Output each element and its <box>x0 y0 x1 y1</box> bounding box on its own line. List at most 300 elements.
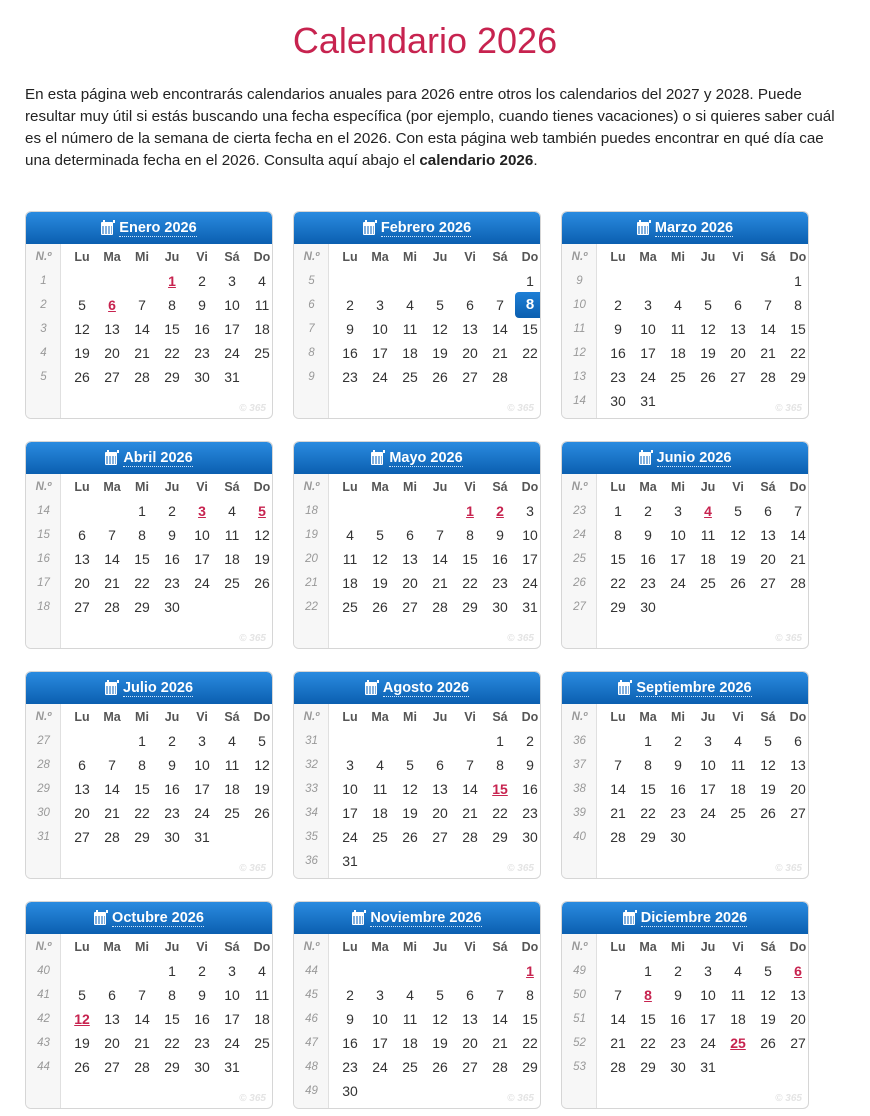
day-cell[interactable]: 18 <box>730 781 746 797</box>
day-cell[interactable]: 13 <box>760 527 776 543</box>
day-cell[interactable]: 6 <box>734 297 742 313</box>
day-cell[interactable]: 15 <box>522 321 538 337</box>
day-cell[interactable]: 26 <box>74 369 90 385</box>
day-cell[interactable]: 10 <box>194 527 210 543</box>
day-cell[interactable]: 19 <box>254 781 270 797</box>
day-cell[interactable]: 17 <box>224 1011 240 1027</box>
day-cell[interactable]: 7 <box>436 527 444 543</box>
day-cell[interactable]: 19 <box>74 345 90 361</box>
day-cell[interactable]: 18 <box>254 321 270 337</box>
day-cell[interactable]: 23 <box>164 805 180 821</box>
day-cell[interactable]: 12 <box>254 527 270 543</box>
month-header[interactable] <box>294 902 540 934</box>
day-cell[interactable]: 31 <box>640 393 656 409</box>
day-cell[interactable]: 7 <box>108 527 116 543</box>
day-cell[interactable]: 22 <box>522 1035 538 1051</box>
day-cell[interactable]: 21 <box>492 1035 508 1051</box>
day-cell[interactable]: 24 <box>342 829 358 845</box>
day-cell[interactable]: 2 <box>198 273 206 289</box>
day-cell[interactable]: 27 <box>790 1035 806 1051</box>
month-header[interactable] <box>26 672 272 704</box>
day-cell[interactable]: 9 <box>198 297 206 313</box>
holiday-day-cell[interactable]: 6 <box>108 297 116 313</box>
day-cell[interactable]: 6 <box>466 297 474 313</box>
month-header[interactable] <box>562 902 808 934</box>
day-cell[interactable]: 25 <box>254 1035 270 1051</box>
day-cell[interactable]: 18 <box>224 551 240 567</box>
day-cell[interactable]: 15 <box>522 1011 538 1027</box>
day-cell[interactable]: 8 <box>168 297 176 313</box>
month-header[interactable] <box>294 672 540 704</box>
day-cell[interactable]: 16 <box>492 551 508 567</box>
day-cell[interactable]: 24 <box>224 345 240 361</box>
day-cell[interactable]: 4 <box>258 273 266 289</box>
day-cell[interactable]: 6 <box>406 527 414 543</box>
day-cell[interactable]: 8 <box>138 757 146 773</box>
day-cell[interactable]: 17 <box>640 345 656 361</box>
day-cell[interactable]: 1 <box>138 503 146 519</box>
day-cell[interactable]: 9 <box>198 987 206 1003</box>
day-cell[interactable]: 9 <box>526 757 534 773</box>
day-cell[interactable]: 12 <box>402 781 418 797</box>
day-cell[interactable]: 4 <box>228 733 236 749</box>
day-cell[interactable]: 24 <box>372 1059 388 1075</box>
day-cell[interactable]: 23 <box>670 805 686 821</box>
day-cell[interactable]: 10 <box>640 321 656 337</box>
day-cell[interactable]: 24 <box>224 1035 240 1051</box>
day-cell[interactable]: 10 <box>700 987 716 1003</box>
day-cell[interactable]: 5 <box>376 527 384 543</box>
day-cell[interactable]: 28 <box>134 1059 150 1075</box>
day-cell[interactable]: 9 <box>644 527 652 543</box>
day-cell[interactable]: 27 <box>760 575 776 591</box>
day-cell[interactable]: 3 <box>704 963 712 979</box>
day-cell[interactable]: 28 <box>492 1059 508 1075</box>
day-cell[interactable]: 7 <box>138 987 146 1003</box>
day-cell[interactable]: 5 <box>704 297 712 313</box>
day-cell[interactable]: 31 <box>522 599 538 615</box>
day-cell[interactable]: 22 <box>522 345 538 361</box>
day-cell[interactable]: 10 <box>700 757 716 773</box>
day-cell[interactable]: 12 <box>760 987 776 1003</box>
holiday-day-cell[interactable]: 8 <box>644 987 652 1003</box>
day-cell[interactable]: 29 <box>164 369 180 385</box>
day-cell[interactable]: 25 <box>670 369 686 385</box>
day-cell[interactable]: 28 <box>610 1059 626 1075</box>
day-cell[interactable]: 3 <box>346 757 354 773</box>
day-cell[interactable]: 28 <box>790 575 806 591</box>
day-cell[interactable]: 12 <box>700 321 716 337</box>
day-cell[interactable]: 7 <box>138 297 146 313</box>
day-cell[interactable]: 23 <box>194 345 210 361</box>
day-cell[interactable]: 9 <box>674 757 682 773</box>
day-cell[interactable]: 27 <box>730 369 746 385</box>
day-cell[interactable]: 6 <box>78 527 86 543</box>
day-cell[interactable]: 2 <box>198 963 206 979</box>
day-cell[interactable]: 11 <box>402 321 418 337</box>
holiday-day-cell[interactable]: 6 <box>794 963 802 979</box>
day-cell[interactable]: 15 <box>462 551 478 567</box>
day-cell[interactable]: 30 <box>670 1059 686 1075</box>
day-cell[interactable]: 15 <box>790 321 806 337</box>
day-cell[interactable]: 15 <box>640 781 656 797</box>
day-cell[interactable]: 9 <box>168 757 176 773</box>
day-cell[interactable]: 10 <box>372 321 388 337</box>
day-cell[interactable]: 16 <box>670 781 686 797</box>
day-cell[interactable]: 21 <box>760 345 776 361</box>
day-cell[interactable]: 16 <box>194 1011 210 1027</box>
day-cell[interactable]: 1 <box>526 273 534 289</box>
day-cell[interactable]: 8 <box>614 527 622 543</box>
day-cell[interactable]: 23 <box>522 805 538 821</box>
day-cell[interactable]: 11 <box>224 527 240 543</box>
day-cell[interactable]: 3 <box>376 987 384 1003</box>
day-cell[interactable]: 23 <box>670 1035 686 1051</box>
day-cell[interactable]: 24 <box>670 575 686 591</box>
day-cell[interactable]: 25 <box>224 805 240 821</box>
month-header[interactable] <box>562 212 808 244</box>
day-cell[interactable]: 16 <box>610 345 626 361</box>
day-cell[interactable]: 11 <box>700 527 716 543</box>
day-cell[interactable]: 2 <box>674 733 682 749</box>
day-cell[interactable]: 18 <box>254 1011 270 1027</box>
day-cell[interactable]: 19 <box>254 551 270 567</box>
day-cell[interactable]: 5 <box>258 733 266 749</box>
month-header[interactable] <box>26 442 272 474</box>
day-cell[interactable]: 4 <box>406 297 414 313</box>
day-cell[interactable]: 14 <box>134 321 150 337</box>
day-cell[interactable]: 8 <box>138 527 146 543</box>
day-cell[interactable]: 9 <box>674 987 682 1003</box>
day-cell[interactable]: 17 <box>224 321 240 337</box>
day-cell[interactable]: 29 <box>462 599 478 615</box>
day-cell[interactable]: 5 <box>78 987 86 1003</box>
day-cell[interactable]: 12 <box>760 757 776 773</box>
day-cell[interactable]: 16 <box>194 321 210 337</box>
day-cell[interactable]: 19 <box>760 781 776 797</box>
day-cell[interactable]: 2 <box>674 963 682 979</box>
day-cell[interactable]: 7 <box>466 757 474 773</box>
day-cell[interactable]: 19 <box>74 1035 90 1051</box>
day-cell[interactable]: 17 <box>342 805 358 821</box>
day-cell[interactable]: 21 <box>610 805 626 821</box>
day-cell[interactable]: 12 <box>372 551 388 567</box>
day-cell[interactable]: 2 <box>346 987 354 1003</box>
day-cell[interactable]: 10 <box>522 527 538 543</box>
day-cell[interactable]: 2 <box>614 297 622 313</box>
day-cell[interactable]: 16 <box>522 781 538 797</box>
day-cell[interactable]: 22 <box>462 575 478 591</box>
day-cell[interactable]: 21 <box>462 805 478 821</box>
day-cell[interactable]: 14 <box>432 551 448 567</box>
day-cell[interactable]: 10 <box>224 297 240 313</box>
day-cell[interactable]: 5 <box>436 987 444 1003</box>
day-cell[interactable]: 23 <box>610 369 626 385</box>
day-cell[interactable]: 5 <box>436 297 444 313</box>
day-cell[interactable]: 13 <box>104 321 120 337</box>
day-cell[interactable]: 2 <box>346 297 354 313</box>
day-cell[interactable]: 20 <box>432 805 448 821</box>
day-cell[interactable]: 25 <box>402 369 418 385</box>
day-cell[interactable]: 14 <box>104 551 120 567</box>
day-cell[interactable]: 20 <box>74 805 90 821</box>
day-cell[interactable]: 18 <box>372 805 388 821</box>
holiday-day-cell[interactable]: 1 <box>466 503 474 519</box>
day-cell[interactable]: 25 <box>254 345 270 361</box>
day-cell[interactable]: 21 <box>134 1035 150 1051</box>
day-cell[interactable]: 5 <box>78 297 86 313</box>
day-cell[interactable]: 22 <box>134 805 150 821</box>
day-cell[interactable]: 19 <box>402 805 418 821</box>
day-cell[interactable]: 12 <box>730 527 746 543</box>
day-cell[interactable]: 4 <box>376 757 384 773</box>
day-cell[interactable]: 15 <box>640 1011 656 1027</box>
month-header[interactable] <box>294 442 540 474</box>
day-cell[interactable]: 22 <box>164 1035 180 1051</box>
day-cell[interactable]: 8 <box>794 297 802 313</box>
day-cell[interactable]: 26 <box>74 1059 90 1075</box>
day-cell[interactable]: 13 <box>462 1011 478 1027</box>
day-cell[interactable]: 30 <box>670 829 686 845</box>
day-cell[interactable]: 8 <box>466 527 474 543</box>
day-cell[interactable]: 27 <box>432 829 448 845</box>
month-header[interactable] <box>562 672 808 704</box>
day-cell[interactable]: 13 <box>104 1011 120 1027</box>
day-cell[interactable]: 18 <box>402 1035 418 1051</box>
day-cell[interactable]: 8 <box>168 987 176 1003</box>
day-cell[interactable]: 14 <box>760 321 776 337</box>
day-cell[interactable]: 3 <box>228 963 236 979</box>
day-cell[interactable]: 30 <box>164 829 180 845</box>
day-cell[interactable]: 18 <box>730 1011 746 1027</box>
holiday-day-cell[interactable]: 1 <box>168 273 176 289</box>
day-cell[interactable]: 29 <box>522 1059 538 1075</box>
day-cell[interactable]: 27 <box>104 369 120 385</box>
day-cell[interactable]: 1 <box>644 963 652 979</box>
day-cell[interactable]: 1 <box>644 733 652 749</box>
day-cell[interactable]: 4 <box>258 963 266 979</box>
day-cell[interactable]: 22 <box>790 345 806 361</box>
holiday-day-cell[interactable]: 25 <box>730 1035 746 1051</box>
day-cell[interactable]: 21 <box>104 575 120 591</box>
day-cell[interactable]: 8 <box>496 757 504 773</box>
day-cell[interactable]: 31 <box>342 853 358 869</box>
day-cell[interactable]: 21 <box>432 575 448 591</box>
day-cell[interactable]: 30 <box>640 599 656 615</box>
holiday-day-cell[interactable]: 12 <box>74 1011 90 1027</box>
day-cell[interactable]: 6 <box>436 757 444 773</box>
holiday-day-cell[interactable]: 4 <box>704 503 712 519</box>
day-cell[interactable]: 5 <box>764 733 772 749</box>
day-cell[interactable]: 6 <box>466 987 474 1003</box>
day-cell[interactable]: 28 <box>432 599 448 615</box>
day-cell[interactable]: 30 <box>522 829 538 845</box>
day-cell[interactable]: 19 <box>372 575 388 591</box>
day-cell[interactable]: 3 <box>674 503 682 519</box>
day-cell[interactable]: 7 <box>496 987 504 1003</box>
day-cell[interactable]: 1 <box>496 733 504 749</box>
day-cell[interactable]: 26 <box>760 805 776 821</box>
day-cell[interactable]: 29 <box>610 599 626 615</box>
day-cell[interactable]: 19 <box>432 345 448 361</box>
day-cell[interactable]: 1 <box>138 733 146 749</box>
day-cell[interactable]: 12 <box>254 757 270 773</box>
day-cell[interactable]: 20 <box>462 1035 478 1051</box>
day-cell[interactable]: 14 <box>492 1011 508 1027</box>
holiday-day-cell[interactable]: 5 <box>258 503 266 519</box>
month-header[interactable] <box>294 212 540 244</box>
day-cell[interactable]: 31 <box>224 1059 240 1075</box>
day-cell[interactable]: 9 <box>346 1011 354 1027</box>
day-cell[interactable]: 4 <box>734 733 742 749</box>
day-cell[interactable]: 24 <box>194 575 210 591</box>
day-cell[interactable]: 16 <box>342 1035 358 1051</box>
day-cell[interactable]: 3 <box>376 297 384 313</box>
day-cell[interactable]: 13 <box>730 321 746 337</box>
day-cell[interactable]: 10 <box>372 1011 388 1027</box>
day-cell[interactable]: 25 <box>342 599 358 615</box>
day-cell[interactable]: 14 <box>462 781 478 797</box>
day-cell[interactable]: 26 <box>730 575 746 591</box>
day-cell[interactable]: 25 <box>224 575 240 591</box>
day-cell[interactable]: 17 <box>194 551 210 567</box>
day-cell[interactable]: 11 <box>254 987 270 1003</box>
day-cell[interactable]: 3 <box>228 273 236 289</box>
day-cell[interactable]: 4 <box>228 503 236 519</box>
day-cell[interactable]: 7 <box>614 987 622 1003</box>
day-cell[interactable]: 23 <box>492 575 508 591</box>
day-cell[interactable]: 28 <box>104 599 120 615</box>
day-cell[interactable]: 12 <box>432 321 448 337</box>
day-cell[interactable]: 27 <box>462 1059 478 1075</box>
day-cell[interactable]: 14 <box>492 321 508 337</box>
day-cell[interactable]: 11 <box>372 781 388 797</box>
day-cell[interactable]: 26 <box>760 1035 776 1051</box>
day-cell[interactable]: 29 <box>164 1059 180 1075</box>
day-cell[interactable]: 7 <box>794 503 802 519</box>
day-cell[interactable]: 4 <box>406 987 414 1003</box>
day-cell[interactable]: 29 <box>134 829 150 845</box>
day-cell[interactable]: 19 <box>700 345 716 361</box>
day-cell[interactable]: 21 <box>492 345 508 361</box>
day-cell[interactable]: 16 <box>342 345 358 361</box>
day-cell[interactable]: 30 <box>492 599 508 615</box>
day-cell[interactable]: 3 <box>644 297 652 313</box>
day-cell[interactable]: 15 <box>134 781 150 797</box>
day-cell[interactable]: 17 <box>522 551 538 567</box>
day-cell[interactable]: 23 <box>640 575 656 591</box>
day-cell[interactable]: 26 <box>700 369 716 385</box>
day-cell[interactable]: 30 <box>194 1059 210 1075</box>
day-cell[interactable]: 11 <box>730 987 746 1003</box>
day-cell[interactable]: 28 <box>610 829 626 845</box>
day-cell[interactable]: 1 <box>794 273 802 289</box>
day-cell[interactable]: 24 <box>640 369 656 385</box>
day-cell[interactable]: 15 <box>164 1011 180 1027</box>
day-cell[interactable]: 6 <box>108 987 116 1003</box>
day-cell[interactable]: 12 <box>74 321 90 337</box>
day-cell[interactable]: 16 <box>164 781 180 797</box>
day-cell[interactable]: 15 <box>164 321 180 337</box>
day-cell[interactable]: 27 <box>104 1059 120 1075</box>
day-cell[interactable]: 26 <box>432 1059 448 1075</box>
day-cell[interactable]: 5 <box>406 757 414 773</box>
day-cell[interactable]: 2 <box>526 733 534 749</box>
day-cell[interactable]: 30 <box>164 599 180 615</box>
day-cell[interactable]: 11 <box>254 297 270 313</box>
day-cell[interactable]: 25 <box>700 575 716 591</box>
day-cell[interactable]: 20 <box>730 345 746 361</box>
day-cell[interactable]: 15 <box>610 551 626 567</box>
day-cell[interactable]: 25 <box>730 805 746 821</box>
day-cell[interactable]: 27 <box>402 599 418 615</box>
day-cell[interactable]: 26 <box>254 805 270 821</box>
day-cell[interactable]: 17 <box>372 345 388 361</box>
day-cell[interactable]: 7 <box>108 757 116 773</box>
day-cell[interactable]: 11 <box>342 551 358 567</box>
day-cell[interactable]: 25 <box>372 829 388 845</box>
day-cell[interactable]: 17 <box>670 551 686 567</box>
day-cell[interactable]: 30 <box>194 369 210 385</box>
day-cell[interactable]: 9 <box>614 321 622 337</box>
day-cell[interactable]: 2 <box>168 503 176 519</box>
day-cell[interactable]: 24 <box>522 575 538 591</box>
day-cell[interactable]: 16 <box>640 551 656 567</box>
day-cell[interactable]: 6 <box>78 757 86 773</box>
day-cell[interactable]: 27 <box>462 369 478 385</box>
day-cell[interactable]: 3 <box>526 503 534 519</box>
day-cell[interactable]: 20 <box>790 781 806 797</box>
day-cell[interactable]: 10 <box>224 987 240 1003</box>
day-cell[interactable]: 17 <box>372 1035 388 1051</box>
day-cell[interactable]: 21 <box>134 345 150 361</box>
day-cell[interactable]: 23 <box>342 1059 358 1075</box>
day-cell[interactable]: 22 <box>164 345 180 361</box>
day-cell[interactable]: 9 <box>346 321 354 337</box>
holiday-day-cell[interactable]: 3 <box>198 503 206 519</box>
day-cell[interactable]: 26 <box>372 599 388 615</box>
day-cell[interactable]: 27 <box>74 599 90 615</box>
month-header[interactable] <box>26 902 272 934</box>
day-cell[interactable]: 17 <box>194 781 210 797</box>
day-cell[interactable]: 6 <box>764 503 772 519</box>
day-cell[interactable]: 26 <box>432 369 448 385</box>
day-cell[interactable]: 13 <box>790 757 806 773</box>
day-cell[interactable]: 18 <box>402 345 418 361</box>
day-cell[interactable]: 25 <box>402 1059 418 1075</box>
day-cell[interactable]: 5 <box>764 963 772 979</box>
day-cell[interactable]: 4 <box>734 963 742 979</box>
day-cell[interactable]: 2 <box>168 733 176 749</box>
day-cell[interactable]: 11 <box>730 757 746 773</box>
day-cell[interactable]: 8 <box>526 987 534 1003</box>
holiday-day-cell[interactable]: 2 <box>496 503 504 519</box>
day-cell[interactable]: 3 <box>704 733 712 749</box>
day-cell[interactable]: 28 <box>492 369 508 385</box>
day-cell[interactable]: 5 <box>734 503 742 519</box>
day-cell[interactable]: 27 <box>790 805 806 821</box>
day-cell[interactable]: 30 <box>610 393 626 409</box>
day-cell[interactable]: 7 <box>496 297 504 313</box>
day-cell[interactable]: 23 <box>342 369 358 385</box>
day-cell[interactable]: 18 <box>342 575 358 591</box>
day-cell[interactable]: 11 <box>402 1011 418 1027</box>
day-cell[interactable]: 23 <box>194 1035 210 1051</box>
day-cell[interactable]: 10 <box>194 757 210 773</box>
day-cell[interactable]: 14 <box>610 1011 626 1027</box>
day-cell[interactable]: 14 <box>104 781 120 797</box>
day-cell[interactable]: 24 <box>700 1035 716 1051</box>
